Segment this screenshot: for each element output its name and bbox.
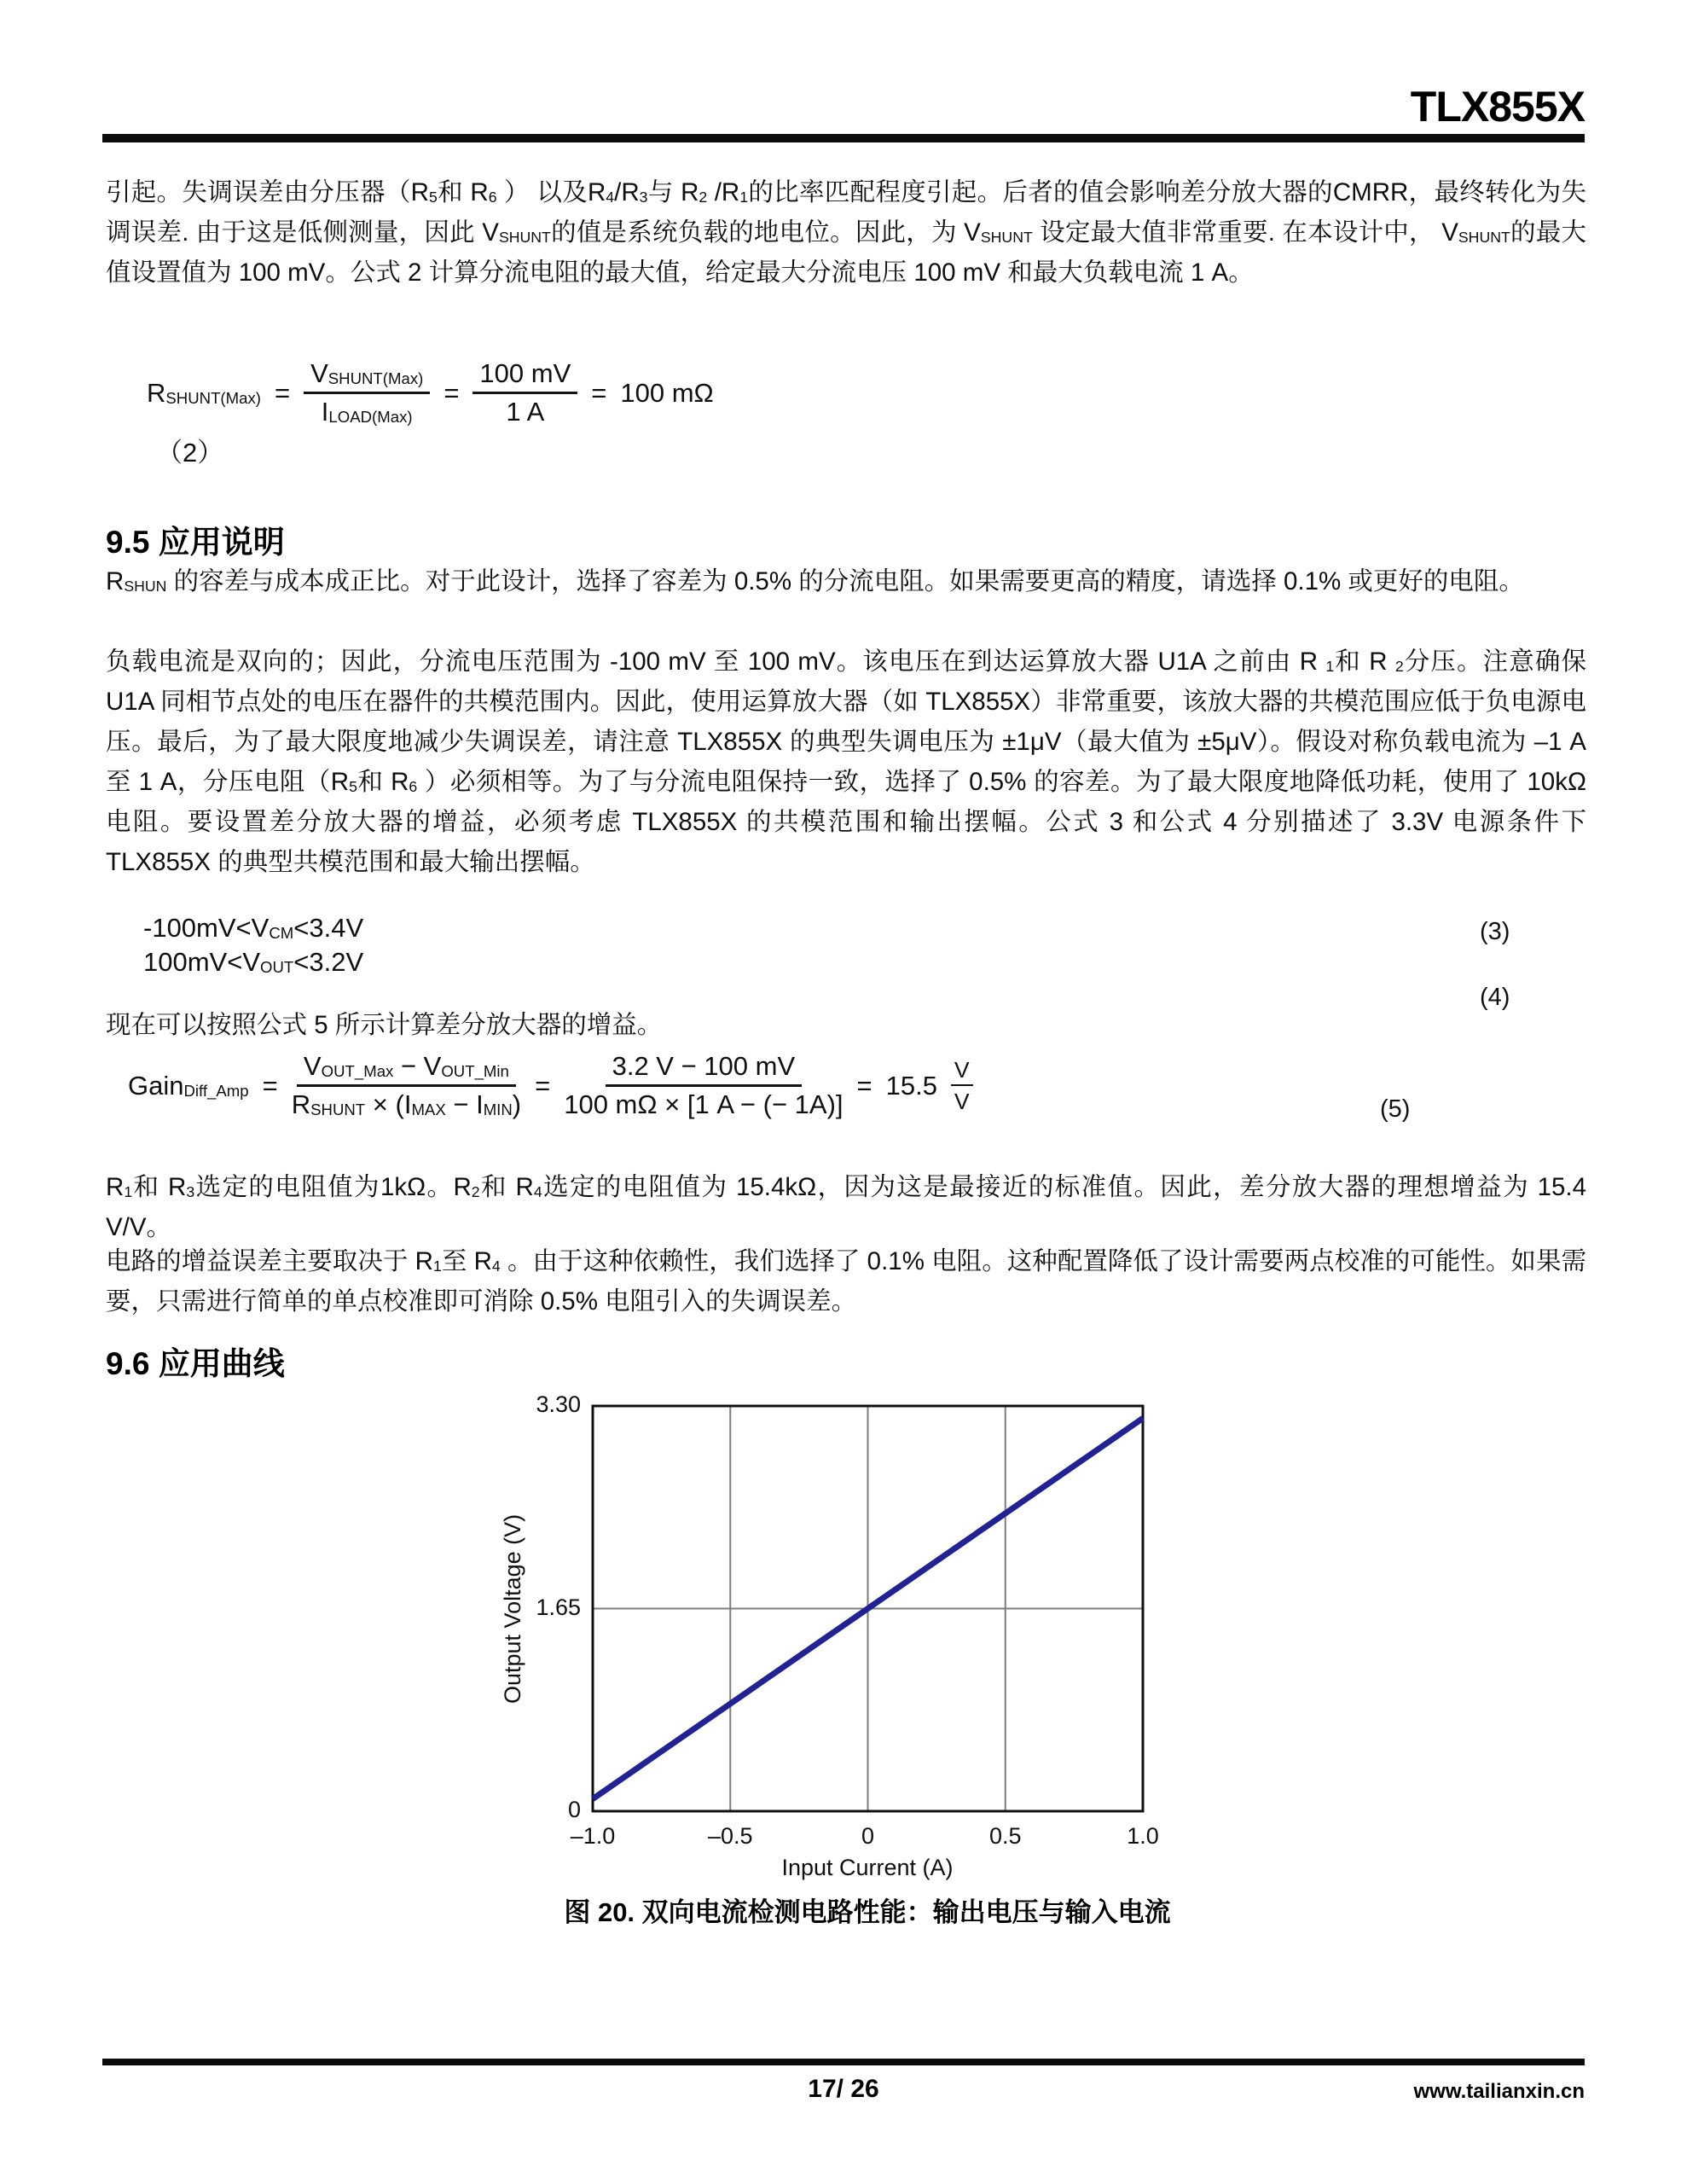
y-axis-title: Output Voltage (V) [500, 1513, 525, 1704]
equals-sign: = [262, 1070, 278, 1101]
x-axis-title: Input Current (A) [781, 1855, 954, 1880]
eq3-label: (3) [1480, 918, 1510, 945]
section-9-5-heading: 9.5 应用说明 [106, 525, 285, 560]
paragraph-offset-error: 引起。失调误差由分压器（$R_5$和 $R_6$ ） 以及$R_4/R_3$与 $R_2$ $/R_1$的比率匹配程度引起。后者的值会影响差分放大器的CMRR，最终转化为失调误差. 由于这是低侧测量，因此 $V_{SHUNT}$的值是系统负载的地电位。因此，为 $V_{SHUNT}$ 设定最大值非常重要. 在本设计中， $V_{SHUNT}$的最大值设置值为 100 mV。公式 2 计算分流电阻的最大值，给定最大分流电压 100 mV 和最大负载电流 1 A。 [106, 178, 1586, 287]
equals-sign: = [443, 377, 460, 408]
eq2-lhs: $R_{SHUNT(Max)}$ [147, 377, 261, 408]
eq2-fraction-numeric: $\frac{100 mV}{1 A}$ [472, 358, 577, 427]
equals-sign: = [591, 377, 607, 408]
section-9-6-heading: 9.6 应用曲线 [106, 1346, 285, 1381]
eq2-label: （2） [156, 438, 224, 468]
paragraph-gain-error: 电路的增益误差主要取决于 $R_1$至 $R_4$ 。由于这种依赖性，我们选择了 0.1% 电阻。这种配置降低了设计需要两点校准的可能性。如果需要，只需进行简单的单点校准即可消除 0.5% 电阻引入的失调误差。 [106, 1247, 1586, 1316]
eq5-lhs: Gain$_{Diff\_Amp}$ [128, 1070, 249, 1101]
y-tick-label: 3.30 [536, 1391, 581, 1417]
eq5-label: (5) [1380, 1095, 1411, 1123]
y-tick-label: 1.65 [536, 1594, 581, 1620]
page-title: TLX855X [1410, 83, 1585, 131]
paragraph-bidirectional-current: 负载电流是双向的；因此，分流电压范围为 -100 mV 至 100 mV。该电压在到达运算放大器 U1A 之前由 R $_1$和 R $_2$分压。注意确保 U1A 同相节点处的电压在器件的共模范围内。因此，使用运算放大器（如 TLX855X）非常重要，该放大器的共模范围应低于负电源电压。最后，为了最大限度地减少失调误差，请注意 TLX855X 的典型失调电压为 ±1μV（最大值为 ±5μV）。假设对称负载电流为 –1 A 至 1 A，分压电阻（$R_5$和 $R_6$ ）必须相等。为了与分流电阻保持一致，选择了 0.5% 的容差。为了最大限度地降低功耗，使用了 10kΩ 电阻。要设置差分放大器的增益，必须考虑 TLX855X 的共模范围和输出摆幅。公式 3 和公式 4 分别描述了 3.3V 电源条件下 TLX855X 的典型共模范围和最大输出摆幅。 [106, 648, 1587, 876]
eq5-result: 15.5 [885, 1070, 937, 1101]
eq2-numerator: $V_{SHUNT(Max)}$ [304, 358, 430, 394]
equals-sign: = [856, 1070, 872, 1101]
eq5-fraction-symbolic: $\frac{V_{OUT\_Max} - V_{OUT\_Min}}{R_{SHUNT} \times (I_{MAX} - I_{MIN})}$ [291, 1051, 522, 1119]
eq2-denominator: $I_{LOAD(Max)}$ [321, 397, 413, 427]
eq2-result: 100 mΩ [620, 377, 714, 408]
header-rule [102, 134, 1585, 142]
paragraph-gain-note: 现在可以按照公式 5 所示计算差分放大器的增益。 [106, 1011, 663, 1039]
equation-2 [147, 358, 714, 427]
paragraph-tolerance: $R_{SHUN}$ 的容差与成本成正比。对于此设计，选择了容差为 0.5% 的分流电阻。如果需要更高的精度，请选择 0.1% 或更好的电阻。 [106, 567, 1524, 595]
eq5-fraction-numeric: $\frac{3.2 V - 100 mV}{100 m\Omega \times [1 A - (- 1A)]}$ [564, 1051, 844, 1119]
equation-4: $100mV<V_{OUT}<3.2V$ [143, 947, 364, 977]
x-tick-label: 1.0 [1127, 1823, 1159, 1849]
x-tick-label: 0.5 [988, 1823, 1022, 1849]
x-tick-label: 0 [861, 1823, 875, 1849]
y-tick-label: 0 [567, 1797, 581, 1822]
equation-5 [128, 1051, 973, 1120]
x-tick-label: –1.0 [570, 1823, 616, 1849]
x-tick-label: –0.5 [707, 1823, 753, 1849]
equals-sign: = [535, 1070, 551, 1101]
footer-rule [102, 2059, 1585, 2065]
eq2-fraction-symbolic [304, 358, 430, 427]
figure-caption: 图 20. 双向电流检测电路性能：输出电压与输入电流 [564, 1897, 1171, 1927]
application-curve-chart [478, 1365, 1245, 1962]
paragraph-resistor-values: $R_1$和 $R_3$选定的电阻值为1kΩ。$R_2$和 $R_4$选定的电阻值为 15.4kΩ，因为这是最接近的标准值。因此，差分放大器的理想增益为 15.4 V/V。 [106, 1173, 1586, 1241]
equation-3: $-100mV<V_{CM}<3.4V$ [143, 913, 364, 943]
eq4-label: (4) [1480, 984, 1510, 1011]
page-number: 17/ 26 [808, 2075, 879, 2103]
equals-sign: = [274, 377, 291, 408]
eq5-unit-fraction: $\frac{V}{V}$ [951, 1057, 973, 1115]
website-url: www.tailianxin.cn [1413, 2080, 1585, 2103]
